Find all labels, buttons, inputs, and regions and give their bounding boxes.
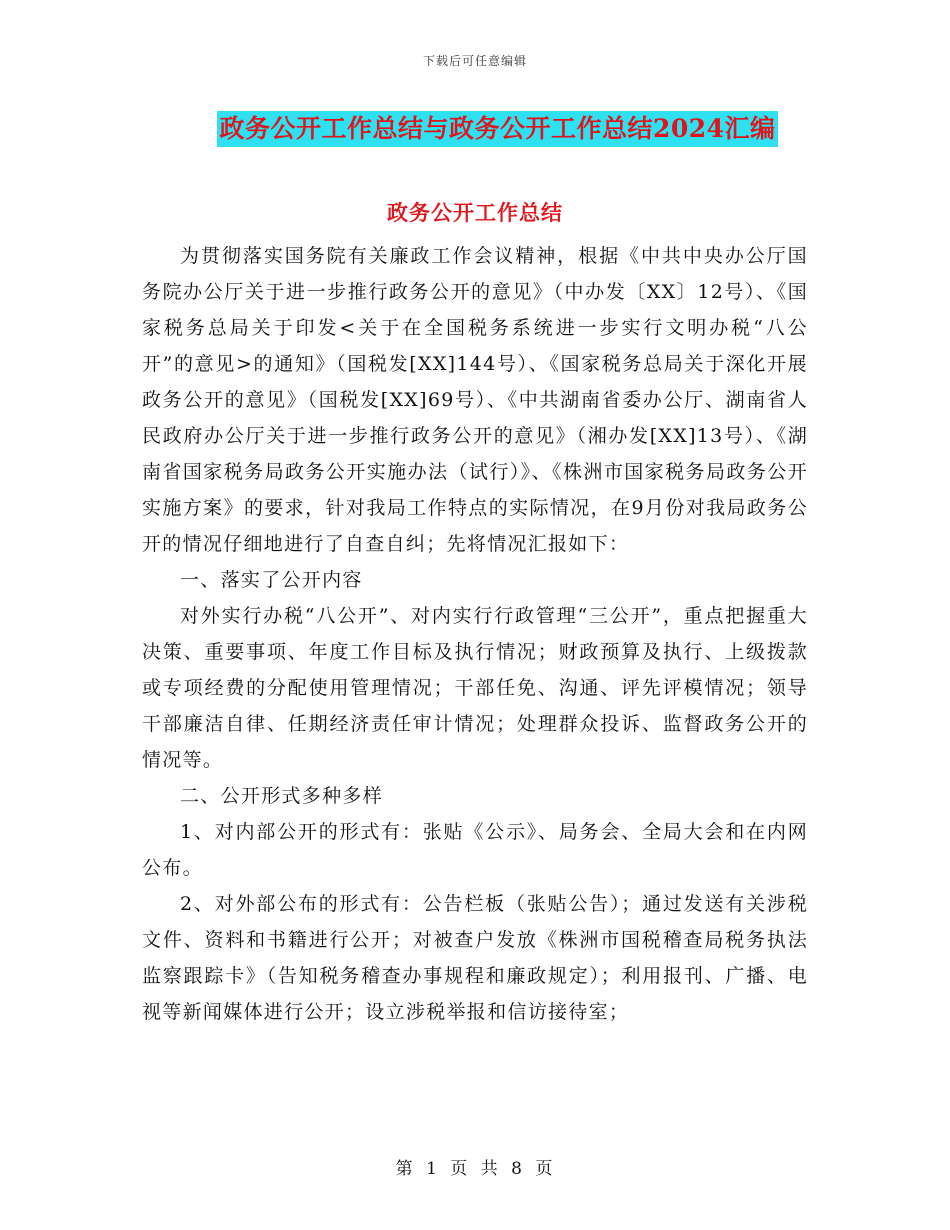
paragraph-internal-forms: 1、对内部公开的形式有：张贴《公示》、局务会、全局大会和在内网公布。 <box>142 821 808 879</box>
paragraph-intro: 为贯彻落实国务院有关廉政工作会议精神，根据《中共中央办公厅国务院办公厅关于进一步推行政务公开的意见》（中办发〔XX〕12号）、《国家税务总局关于印发<关于在全国税务系统进一步实行文明办税“八公开”的意见>的通知》（国税发[XX]144号）、《国家税务总局关于深化开展政务公开的意见》（国税发[XX]69号）、《中共湖南省委办公厅、湖南省人民政府办公厅关于进一步推行政务公开的意见》（湘办发[XX]13号）、《湖南省国家税务局政务公开实施办法（试行）》、《株洲市国家税务局政务公开实施方案》的要求，针对我局工作特点的实际情况，在9月份对我局政务公开的情况仔细地进行了自查自纠；先将情况汇报如下： <box>142 245 808 555</box>
paragraph-external-forms: 2、对外部公布的形式有：公告栏板（张贴公告）；通过发送有关涉税文件、资料和书籍进行公开；对被查户发放《株洲市国税稽查局税务执法监察跟踪卡》（告知税务稽查办事规程和廉政规定）；利用报刊、广播、电视等新闻媒体进行公开；设立涉税举报和信访接待室； <box>142 893 808 1023</box>
page-number: 第 1 页 共 8 页 <box>395 1159 555 1179</box>
document-body <box>142 238 808 1030</box>
heading-disclosure-forms: 二、公开形式多种多样 <box>180 785 384 807</box>
header-note: 下载后可任意编辑 <box>422 54 527 68</box>
heading-disclosure-content: 一、落实了公开内容 <box>180 569 363 591</box>
paragraph-disclosure-content: 对外实行办税“八公开”、对内实行行政管理“三公开”，重点把握重大决策、重要事项、年度工作目标及执行情况；财政预算及执行、上级拨款或专项经费的分配使用管理情况；干部任免、沟通、评先评模情况；领导干部廉洁自律、任期经济责任审计情况；处理群众投诉、监督政务公开的情况等。 <box>142 605 808 771</box>
document-title-wrap <box>0 111 950 147</box>
document-title: 政务公开工作总结与政务公开工作总结2024汇编 <box>217 111 777 147</box>
section-title: 政务公开工作总结 <box>387 200 563 225</box>
